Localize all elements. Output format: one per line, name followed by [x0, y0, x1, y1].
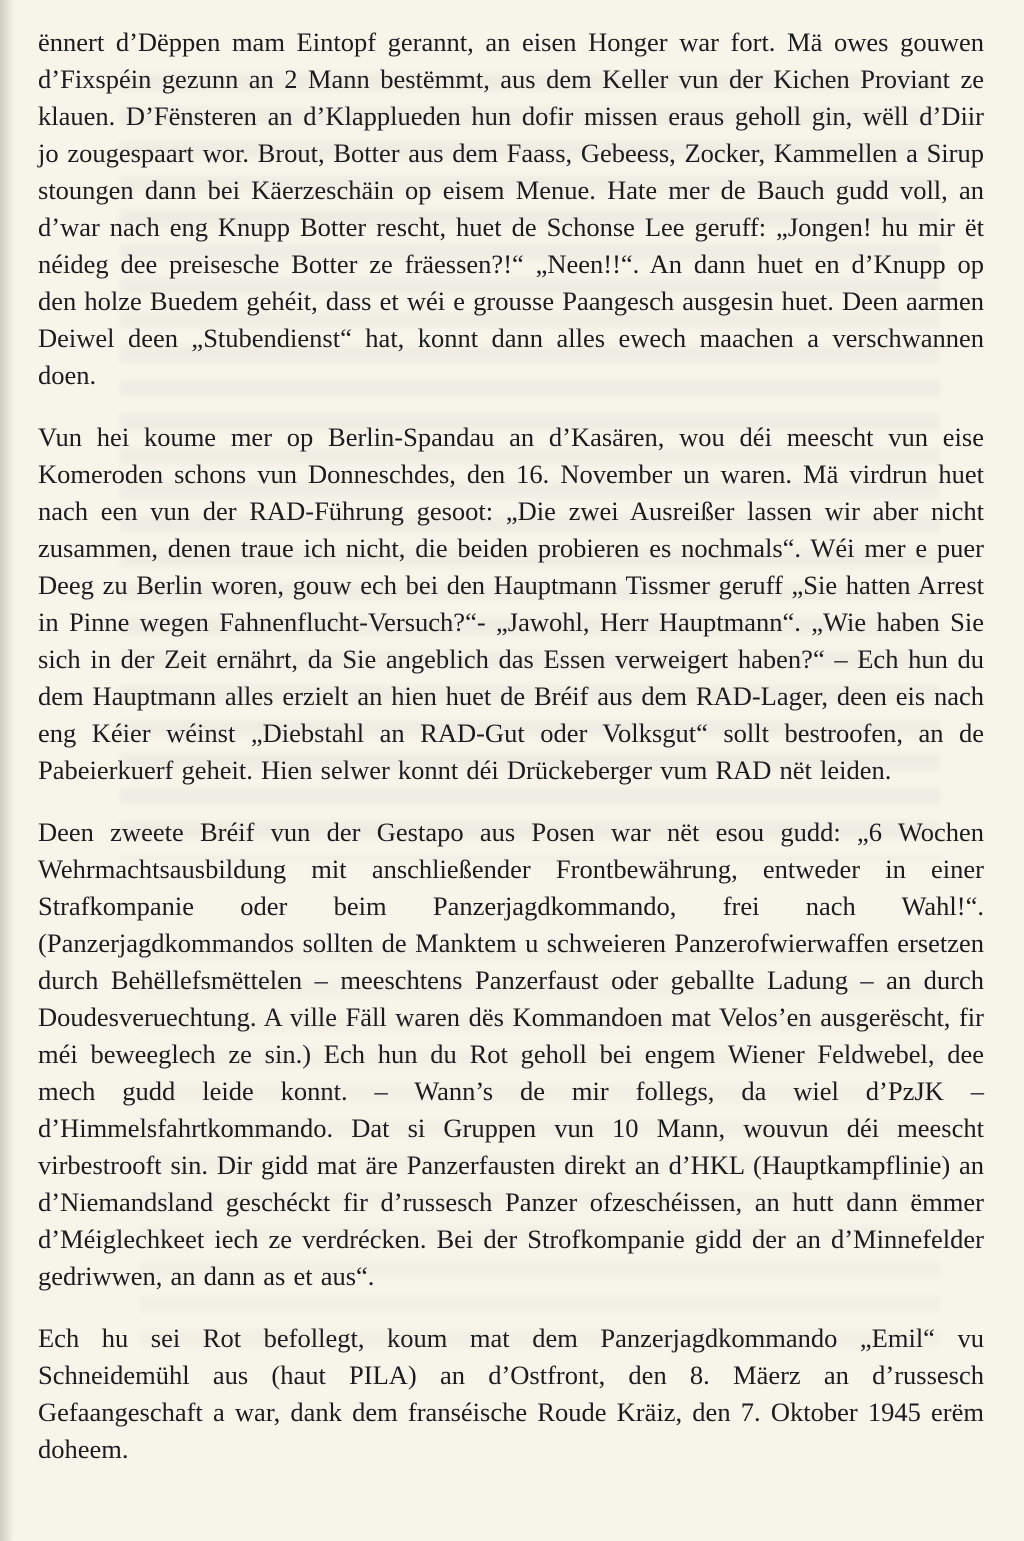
paragraph-3: Deen zweete Bréif vun der Gestapo aus Posen war nët esou gudd: „6 Wochen Wehrmachtsausbildung mit anschließender Frontbewährung, entweder in einer Strafkompanie oder beim Panzerjagdkommando, frei nach Wahl!“. (Panzerjagdkommandos sollten de Manktem u schweieren Panzerofwierwaffen ersetzen durch Behëllefsmëttelen – meeschtens Panzerfaust oder geballte Ladung – an durch Doudesveruechtung. A ville Fäll waren dës Kommandoen mat Velos’en ausgerëscht, fir méi beweeglech ze sin.) Ech hun du Rot geholl bei engem Wiener Feldwebel, dee mech gudd leide konnt. – Wann’s de mir follegs, da wiel d’PzJK – d’Himmelsfahrtkommando. Dat si Gruppen vun 10 Mann, wouvun déi meescht virbestrooft sin. Dir gidd mat äre Panzerfausten direkt an d’HKL (Hauptkampflinie) an d’Niemandsland geschéckt fir d’russesch Panzer ofzeschéissen, an hutt dann ëmmer d’Méiglechkeet iech ze verdrécken. Bei der Strofkompanie gidd der an d’Minnefelder gedriwwen, an dann as et aus“.	[38, 817, 984, 1291]
paragraph-1: ënnert d’Dëppen mam Eintopf gerannt, an eisen Honger war fort. Mä owes gouwen d’Fixspéin gezunn an 2 Mann bestëmmt, aus dem Keller vun der Kichen Proviant ze klauen. D’Fënsteren an d’Klapplueden hun dofir missen eraus geholl gin, wëll d’Diir jo zougespaart wor. Brout, Botter aus dem Faass, Gebeess, Zocker, Kammellen a Sirup stoungen dann bei Käerzeschäin op eisem Menue. Hate mer de Bauch gudd voll, an d’war nach eng Knupp Botter rescht, huet de Schonse Lee geruff: „Jongen! hu mir ët néideg dee preisesche Botter ze fräessen?!“ „Neen!!“. An dann huet en d’Knupp op den holze Buedem gehéit, dass et wéi e grousse Paangesch ausgesin huet. Deen aarmen Deiwel deen „Stubendienst“ hat, konnt dann alles ewech maachen a verschwannen doen.	[38, 27, 984, 390]
paragraph-2: Vun hei koume mer op Berlin-Spandau an d’Kasären, wou déi meescht vun eise Komeroden schons vun Donneschdes, den 16. November un waren. Mä virdrun huet nach een vun der RAD-Führung gesoot: „Die zwei Ausreißer lassen wir aber nicht zusammen, denen traue ich nicht, die beiden probieren es nochmals“. Wéi mer e puer Deeg zu Berlin woren, gouw ech bei den Hauptmann Tissmer geruff „Sie hatten Arrest in Pinne wegen Fahnenflucht-Versuch?“- „Jawohl, Herr Hauptmann“. „Wie haben Sie sich in der Zeit ernährt, da Sie angeblich das Essen verweigert haben?“ – Ech hun du dem Hauptmann alles erzielt an hien huet de Bréif aus dem RAD-Lager, deen eis nach eng Kéier wéinst „Diebstahl an RAD-Gut oder Volksgut“ sollt bestroofen, an de Pabeierkuerf geheit. Hien selwer konnt déi Drückeberger vum RAD nët leiden.	[38, 422, 984, 785]
paragraph-4: Ech hu sei Rot befollegt, koum mat dem Panzerjagdkommando „Emil“ vu Schneidemühl aus (haut PILA) an d’Ostfront, den 8. Mäerz an d’russesch Gefaangeschaft a war, dank dem franséische Roude Kräiz, den 7. Oktober 1945 erëm doheem.	[38, 1323, 984, 1464]
